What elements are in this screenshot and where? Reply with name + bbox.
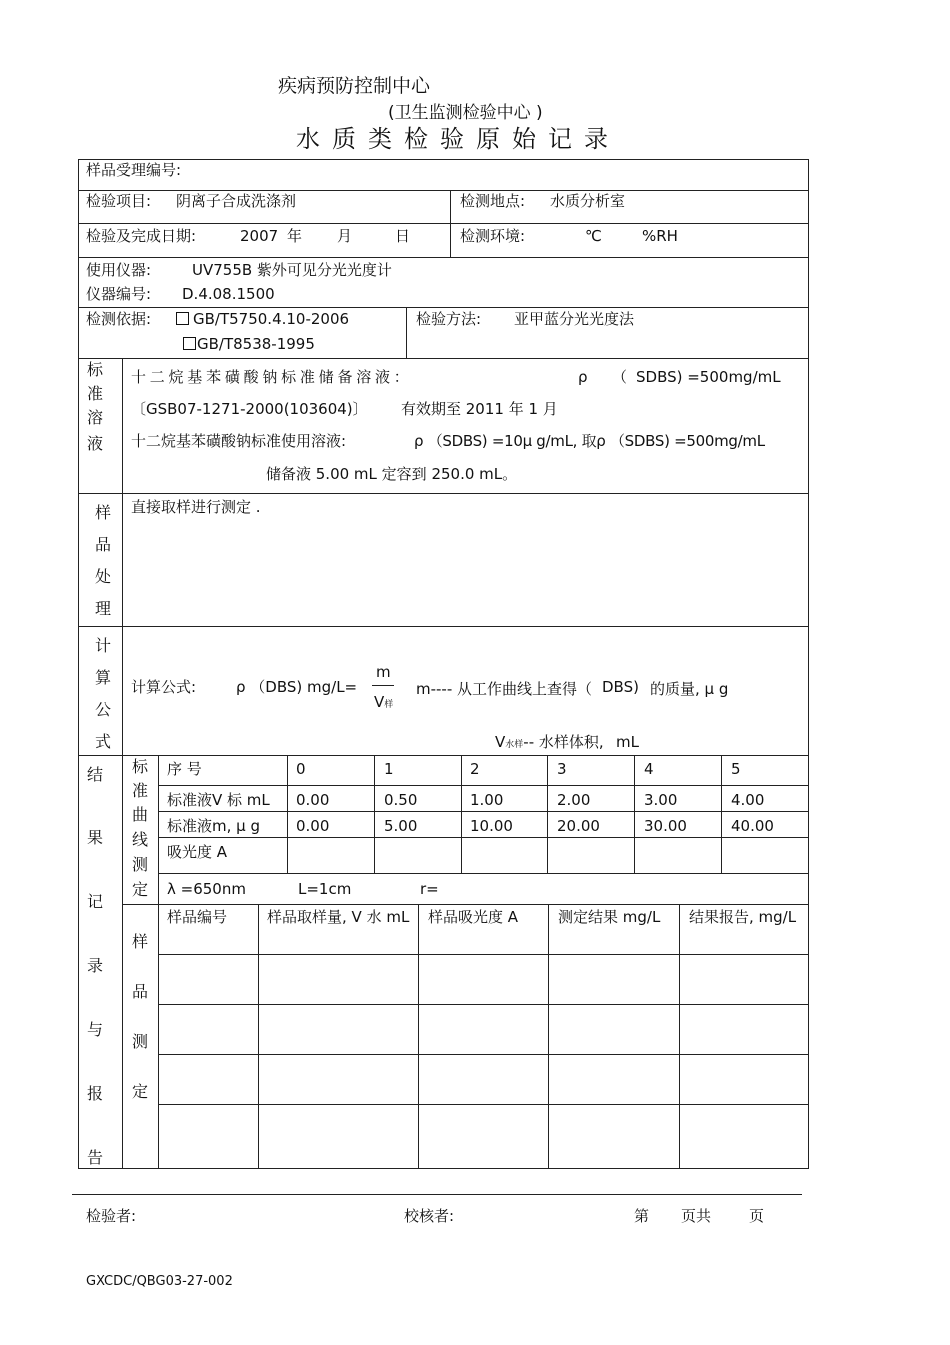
- env-label: 检测环境:: [460, 227, 526, 245]
- stock-solution-reference: 〔GSB07-1271-2000(103604)〕: [131, 400, 368, 418]
- curve-wavelength: λ =650nm: [167, 880, 246, 898]
- sub-org-name: (卫生监测检验中心 ): [388, 103, 543, 123]
- document-code: GXCDC/QBG03-27-002: [86, 1274, 233, 1289]
- page-title: 水质类检验原始记录: [296, 125, 620, 153]
- method-value: 亚甲蓝分光光度法: [514, 310, 635, 328]
- curve-cell: 0.00: [296, 791, 330, 809]
- formula-denominator: V样: [374, 693, 394, 711]
- formula-prefix: 计算公式:: [131, 678, 197, 696]
- item-value: 阴离子合成洗涤剂: [176, 192, 297, 210]
- curve-cell: 0.50: [384, 791, 418, 809]
- date-year: 2007: [240, 227, 279, 245]
- formula-v-note-unit: mL: [616, 733, 639, 751]
- curve-cell: 3.00: [644, 791, 678, 809]
- page-label-a: 第: [634, 1207, 650, 1225]
- page-label-c: 页: [749, 1207, 765, 1225]
- date-day-unit: 日: [395, 227, 411, 245]
- curve-cell: 10.00: [470, 817, 513, 835]
- working-solution-dilution: 储备液 5.00 mL 定容到 250.0 mL。: [266, 465, 518, 483]
- curve-cell: 5: [731, 760, 741, 778]
- curve-cell: 2.00: [557, 791, 591, 809]
- stock-solution-rho: ρ: [578, 368, 588, 386]
- sample-header: 样品取样量, V 水 mL: [267, 908, 410, 926]
- curve-cell: 2: [470, 760, 480, 778]
- item-label: 检验项目:: [86, 192, 152, 210]
- curve-cell: 5.00: [384, 817, 418, 835]
- curve-path-length: L=1cm: [298, 880, 352, 898]
- sample-header: 测定结果 mg/L: [558, 908, 661, 926]
- working-solution-concentration: ρ （SDBS) =10μ g/mL, 取ρ （SDBS) =500mg/mL: [414, 432, 765, 450]
- curve-cell: 3: [557, 760, 567, 778]
- curve-cell: 40.00: [731, 817, 774, 835]
- curve-cell: 1: [384, 760, 394, 778]
- curve-cell: 4.00: [731, 791, 765, 809]
- formula-m-note-dbs: DBS): [602, 678, 639, 696]
- env-humidity-unit: %RH: [642, 227, 678, 245]
- curve-row-label: 序 号: [167, 760, 202, 778]
- formula-numerator: m: [376, 663, 391, 681]
- sample-header: 结果报告, mg/L: [689, 908, 797, 926]
- env-temp-unit: ℃: [585, 227, 602, 245]
- curve-row-label: 标准液V 标 mL: [167, 791, 270, 809]
- checker-label: 校核者:: [404, 1207, 455, 1225]
- stock-solution-expiry: 有效期至 2011 年 1 月: [401, 400, 558, 418]
- footer-divider: [72, 1194, 802, 1195]
- instrument-label: 使用仪器:: [86, 261, 152, 279]
- curve-cell: 1.00: [470, 791, 504, 809]
- stock-solution-paren: （: [612, 368, 628, 386]
- curve-cell: 20.00: [557, 817, 600, 835]
- org-name: 疾病预防控制中心: [278, 75, 431, 97]
- sample-treatment-text: 直接取样进行测定 .: [131, 498, 261, 516]
- sample-header: 样品吸光度 A: [428, 908, 519, 926]
- place-label: 检测地点:: [460, 192, 526, 210]
- basis-label: 检测依据:: [86, 310, 152, 328]
- curve-correlation: r=: [420, 880, 439, 898]
- place-value: 水质分析室: [550, 192, 626, 210]
- curve-row-label: 标准液m, μ g: [167, 817, 260, 835]
- method-label: 检验方法:: [416, 310, 482, 328]
- date-month-unit: 月: [337, 227, 353, 245]
- instrument-no-value: D.4.08.1500: [182, 285, 275, 303]
- basis-option-2[interactable]: GB/T8538-1995: [183, 335, 315, 353]
- curve-row-label: 吸光度 A: [167, 843, 228, 861]
- instrument-no-label: 仪器编号:: [86, 285, 152, 303]
- checkbox-icon[interactable]: [183, 337, 196, 350]
- working-solution-label: 十二烷基苯磺酸钠标准使用溶液:: [131, 432, 347, 450]
- sample-no-label: 样品受理编号:: [86, 161, 182, 179]
- formula-m-note: m---- 从工作曲线上查得（: [416, 680, 593, 698]
- sample-header: 样品编号: [167, 908, 228, 926]
- stock-solution-line: 十 二 烷 基 苯 磺 酸 钠 标 准 储 备 溶 液 ：: [131, 368, 409, 386]
- formula-rho: ρ （DBS) mg/L=: [236, 678, 358, 696]
- fraction-bar: [372, 685, 394, 686]
- basis-option-1[interactable]: GB/T5750.4.10-2006: [176, 310, 349, 328]
- date-label: 检验及完成日期:: [86, 227, 197, 245]
- date-year-unit: 年: [287, 227, 303, 245]
- stock-solution-concentration: SDBS) =500mg/mL: [636, 368, 781, 386]
- curve-cell: 0: [296, 760, 306, 778]
- formula-v-note: V水样-- 水样体积,: [495, 733, 604, 751]
- inspector-label: 检验者:: [86, 1207, 137, 1225]
- curve-cell: 0.00: [296, 817, 330, 835]
- formula-m-note-unit: 的质量, μ g: [650, 680, 729, 698]
- instrument-value: UV755B 紫外可见分光光度计: [192, 261, 392, 279]
- checkbox-icon[interactable]: [176, 312, 189, 325]
- curve-cell: 4: [644, 760, 654, 778]
- curve-cell: 30.00: [644, 817, 687, 835]
- page-label-b: 页共: [681, 1207, 712, 1225]
